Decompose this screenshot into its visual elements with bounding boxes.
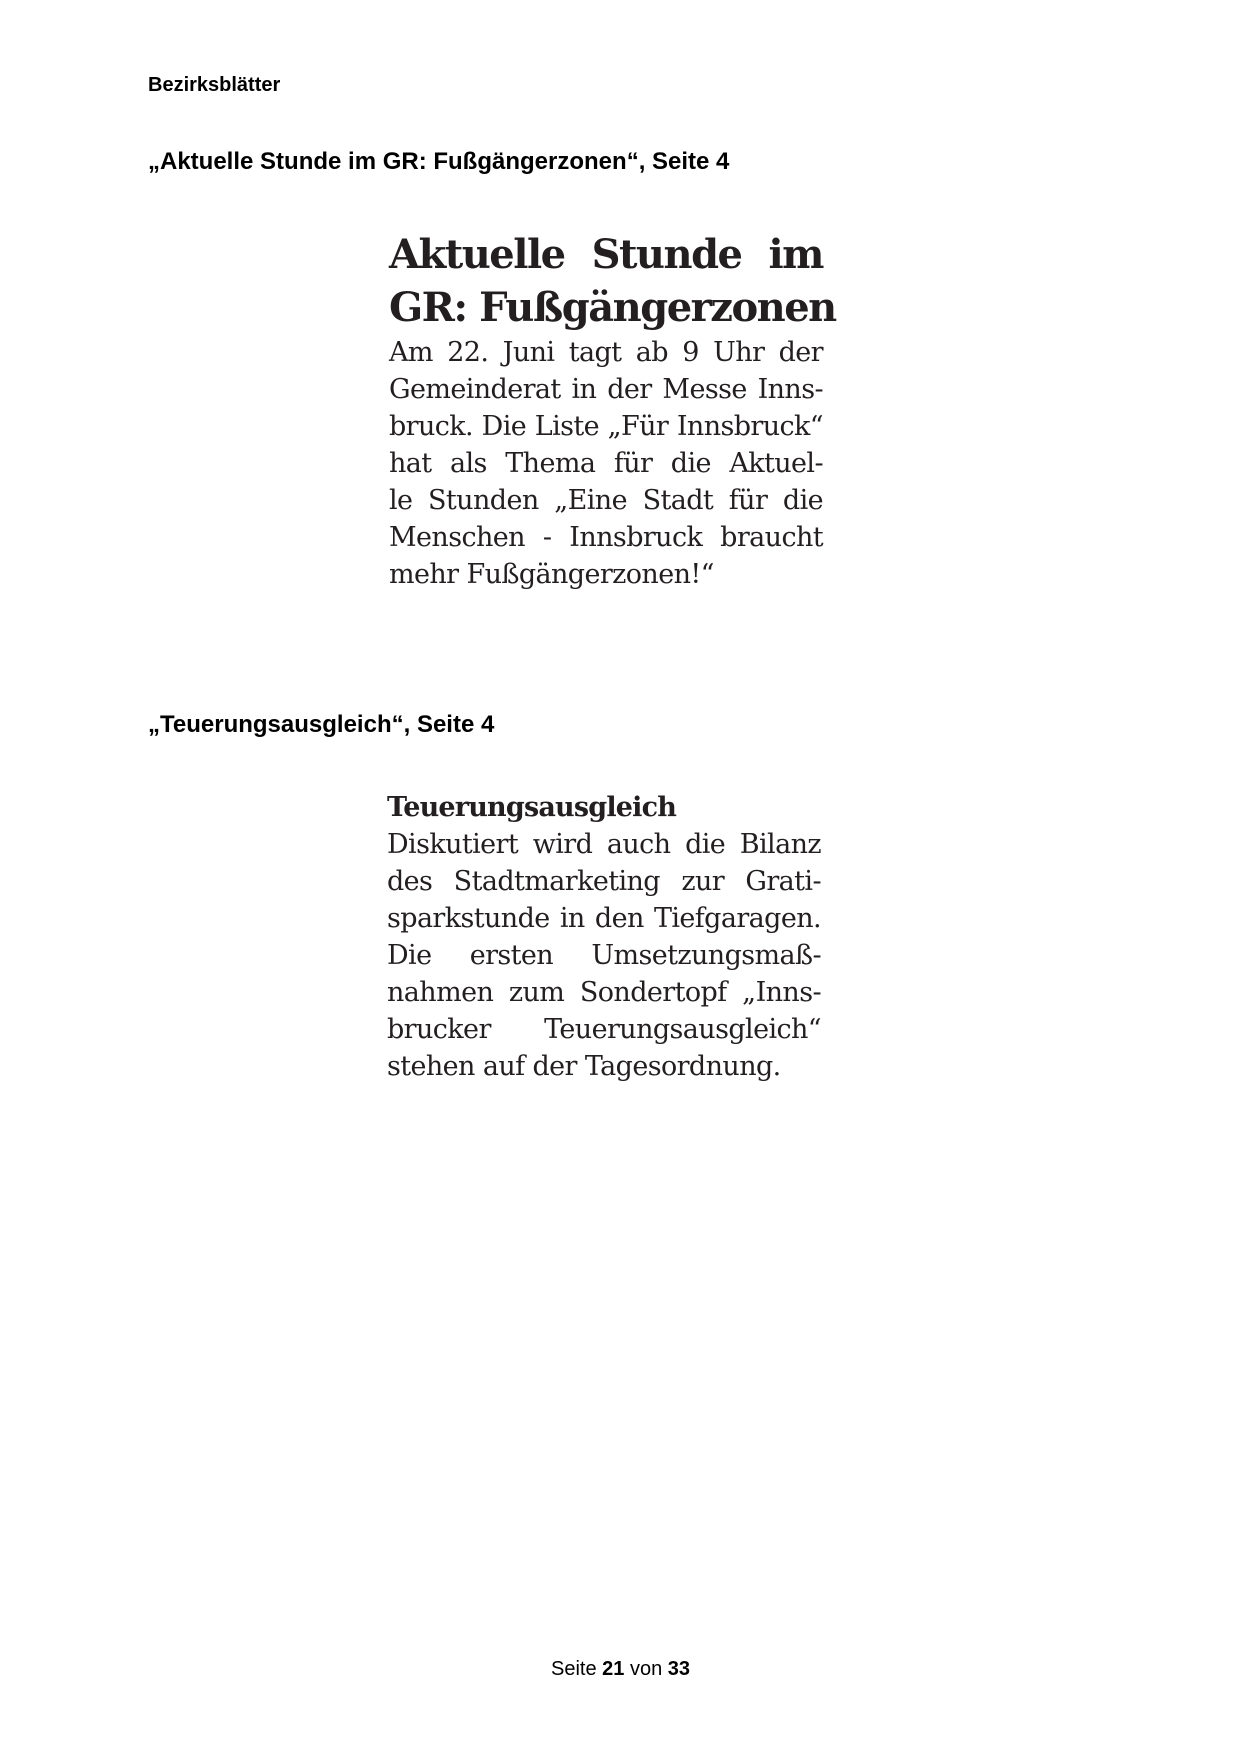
article-body-line: Gemeinderat in der Messe Inns- <box>389 374 823 405</box>
article-caption: „Aktuelle Stunde im GR: Fußgängerzonen“, Seite 4 <box>148 148 730 175</box>
article-body-line: brucker Teuerungsausgleich“ <box>387 1014 821 1045</box>
current-page: 21 <box>602 1658 625 1680</box>
article-caption: „Teuerungsausgleich“, Seite 4 <box>148 711 495 738</box>
article-body-line: des Stadtmarketing zur Grati- <box>387 866 821 897</box>
total-pages: 33 <box>667 1658 691 1680</box>
article-clipping <box>387 790 821 1085</box>
article-body-line: Am 22. Juni tagt ab 9 Uhr der <box>389 337 823 368</box>
article-body-line: mehr Fußgängerzonen!“ <box>389 559 714 590</box>
article-body-line: Diskutiert wird auch die Bilanz <box>387 829 821 860</box>
article-body-line: le Stunden „Eine Stadt für die <box>389 485 823 516</box>
article-body-line: sparkstunde in den Tiefgaragen. <box>387 903 821 934</box>
page-prefix: Seite <box>550 1658 597 1680</box>
article-body-line: nahmen zum Sondertopf „Inns- <box>387 977 821 1008</box>
article-headline: Teuerungsausgleich <box>387 792 677 823</box>
page-number <box>0 1658 1241 1681</box>
article-body-line: stehen auf der Tagesordnung. <box>387 1051 781 1082</box>
article-headline: GR: Fußgängerzonen <box>389 284 836 331</box>
article-body-line: bruck. Die Liste „Für Innsbruck“ <box>389 411 823 442</box>
page-of: von <box>629 1658 663 1680</box>
article-clipping <box>389 228 836 593</box>
article-body-line: hat als Thema für die Aktuel- <box>389 448 823 479</box>
source-header: Bezirksblätter <box>148 74 281 96</box>
article-headline: Aktuelle Stunde im <box>389 231 823 278</box>
article-body-line: Die ersten Umsetzungsmaß- <box>387 940 821 971</box>
article-body-line: Menschen - Innsbruck braucht <box>389 522 823 553</box>
